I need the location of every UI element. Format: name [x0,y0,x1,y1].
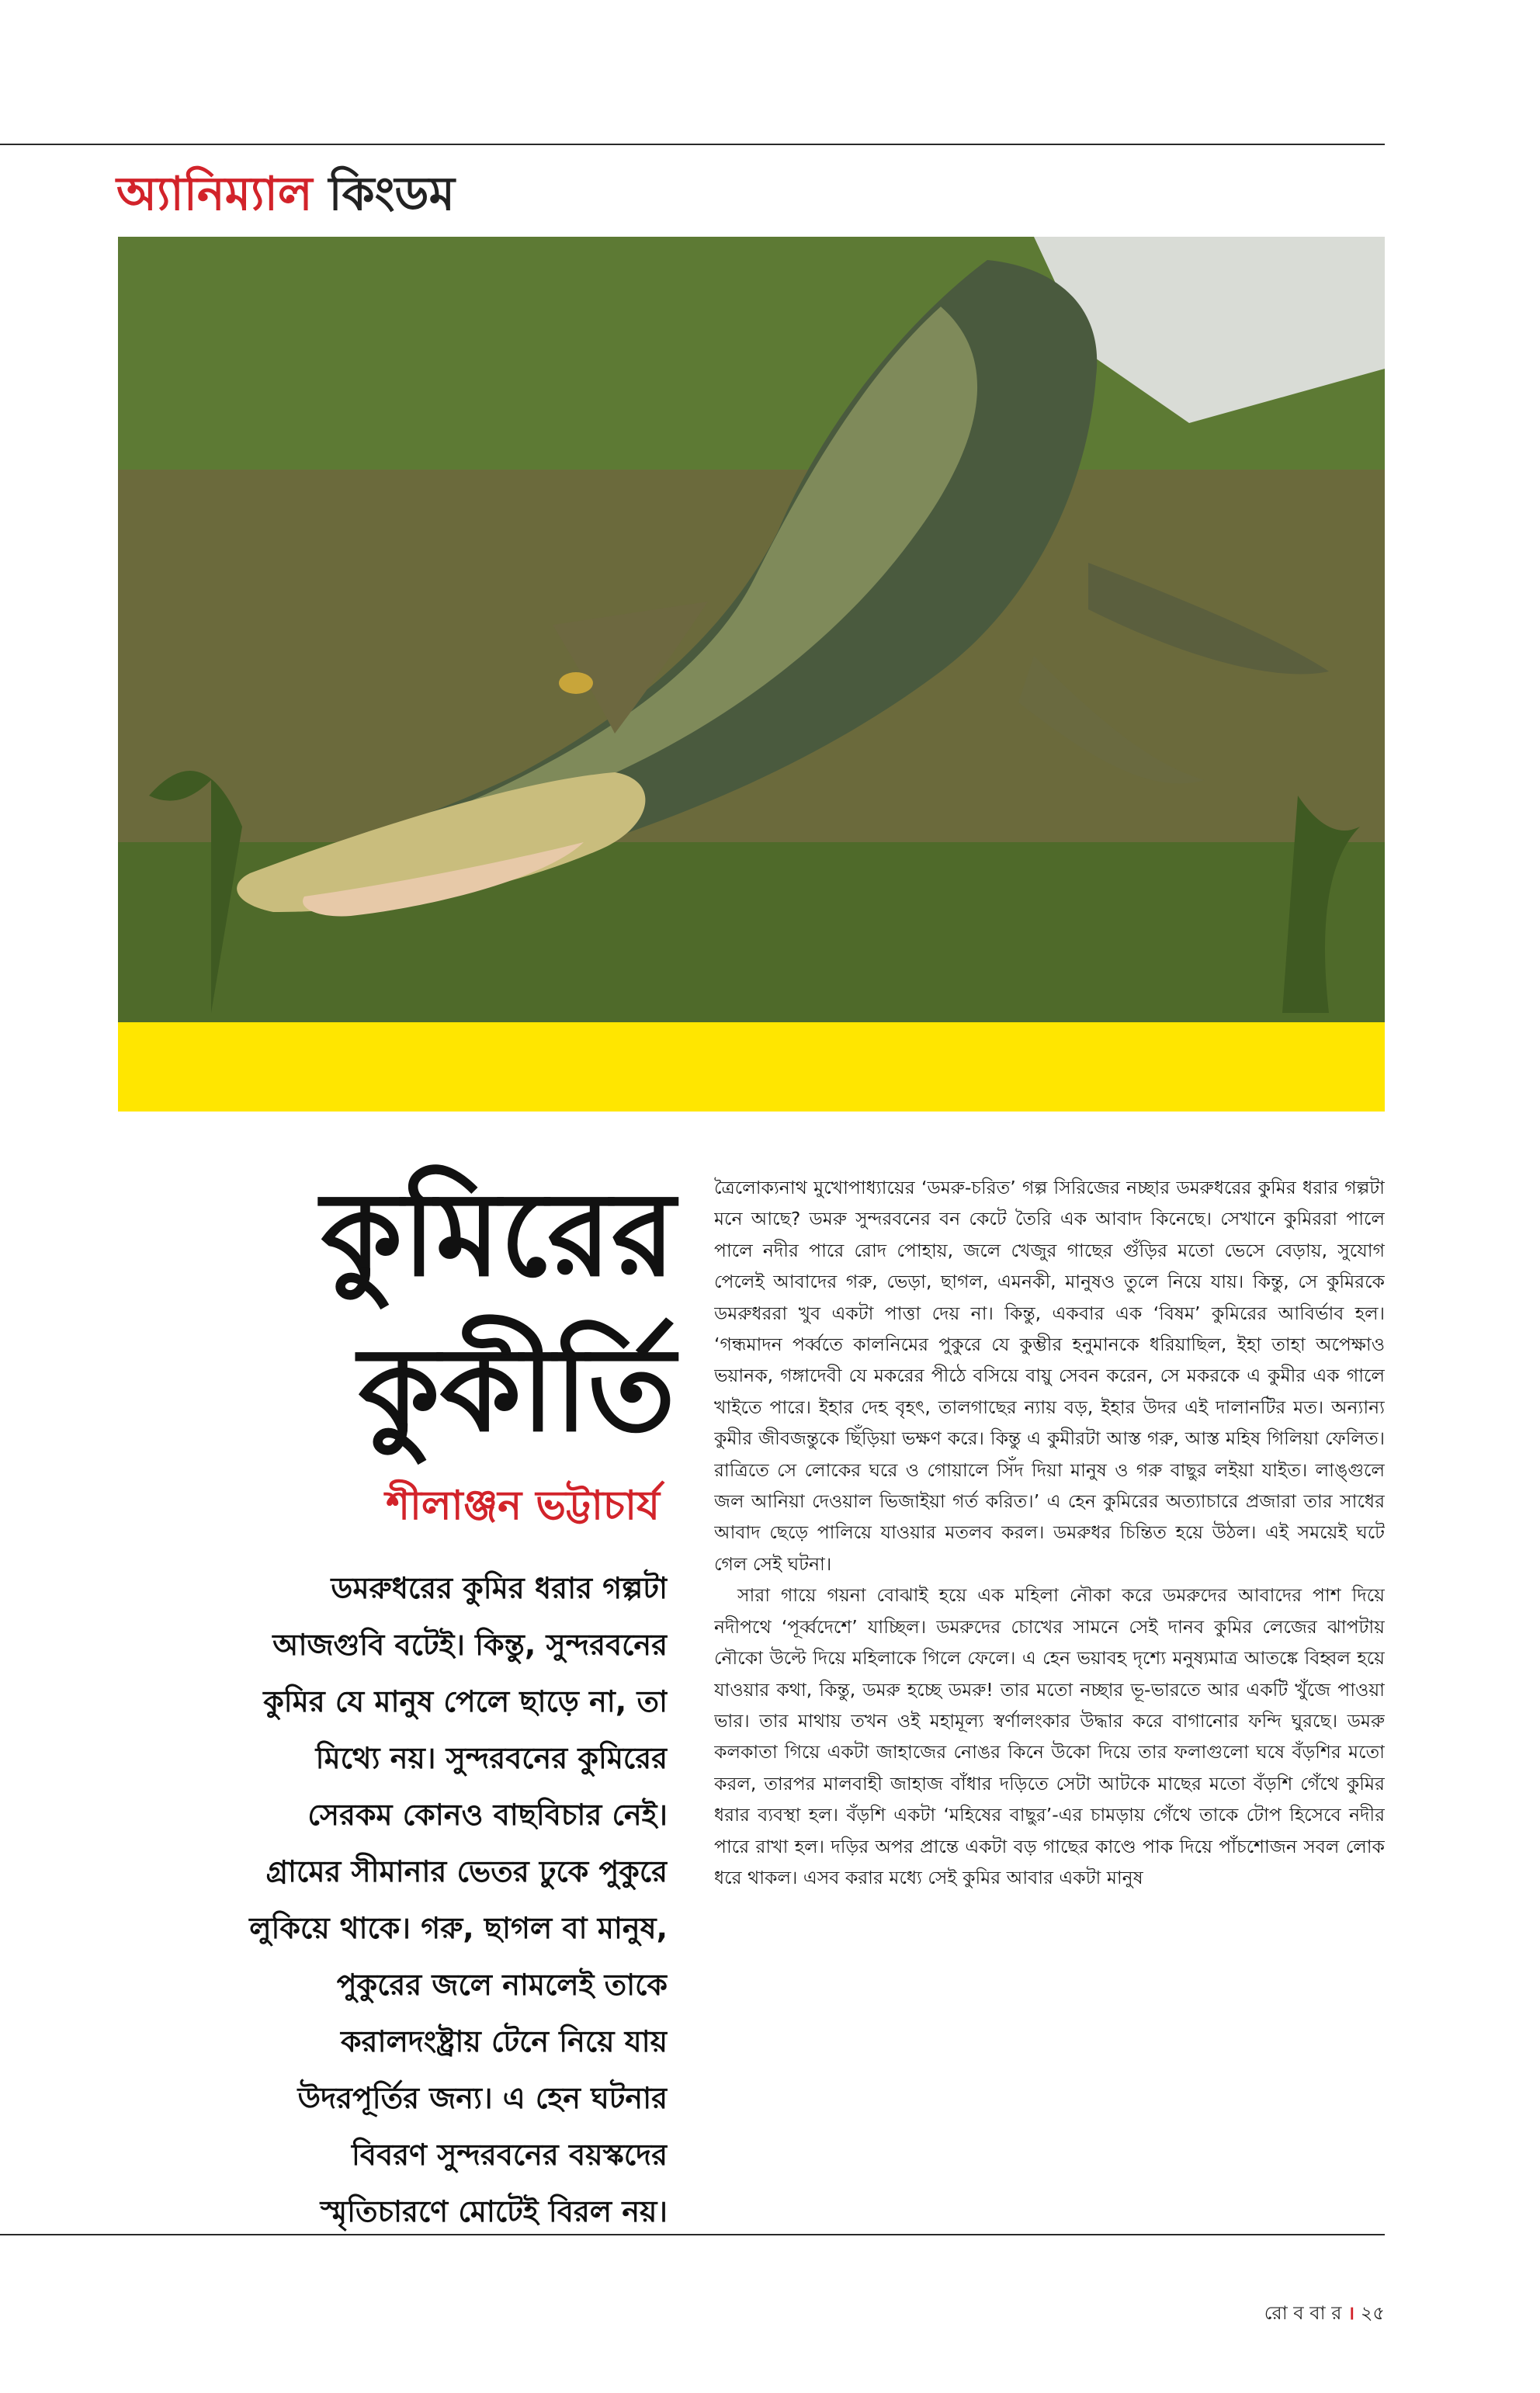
intro-line: সেরকম কোনও বাছবিচার নেই। [307,1798,668,1832]
intro-line: ডমরুধরের কুমির ধরার গল্পটা [331,1571,668,1605]
intro-standfirst [124,1560,668,2240]
intro-line: গ্রামের সীমানার ভেতর ঢুকে পুকুরে [265,1854,668,1888]
intro-line: আজগুবি বটেই। কিন্তু, সুন্দরবনের [272,1628,668,1662]
author-byline: শীলাঞ্জন ভট্টাচার্য [386,1482,660,1529]
intro-line: উদরপূর্তির জন্য। এ হেন ঘটনার [297,2081,668,2115]
intro-line: বিবরণ সুন্দরবনের বয়স্কদের [351,2138,668,2172]
title-line-2: কুকীর্তি [358,1321,675,1458]
body-paragraph-1: ত্রৈলোক্যনাথ মুখোপাধ্যায়ের ‘ডমরু-চরিত’ গল্প সিরিজের নচ্ছার ডমরুধরের কুমির ধরার গল্পটা মনে আছে? ডমরু সুন্দরবনের বন কেটে তৈরি এক আবাদ কিনেছে। সেখানে কুমিররা পালে পালে নদীর পারে রোদ পোহায়, জলে খেজুর গাছের গুঁড়ির মতো ভেসে বেড়ায়, সুযোগ পেলেই আবাদের গরু, ভেড়া, ছাগল, এমনকী, মানুষও তুলে নিয়ে যায়। কিন্তু, সে কুমিরকে ডমরুধররা খুব একটা পাত্তা দেয় না। কিন্তু, একবার এক ‘বিষম’ কুমিরের আবির্ভাব হল। ‘গন্ধমাদন পর্ব্বতে কালনিমের পুকুরে যে কুম্ভীর হনুমানকে ধরিয়াছিল, ইহা তাহা অপেক্ষাও ভয়ানক, গঙ্গাদেবী যে মকরের পীঠে বসিয়ে বায়ু সেবন করেন, সে মকরকে এ কুমীর এক গালে খাইতে পারে। ইহার দেহ বৃহৎ, তালগাছের ন্যায় বড়, ইহার উদর এই দালানটির মত। অন্যান্য কুমীর জীবজন্তুকে ছিঁড়িয়া ভক্ষণ করে। কিন্তু এ কুমীরটা আস্ত গরু, আস্ত মহিষ গিলিয়া ফেলিত। রাত্রিতে সে লোকের ঘরে ও গোয়ালে সিঁদ দিয়া মানুষ ও গরু বাছুর লইয়া যাইত। লাঙ্গুলে জল আনিয়া দেওয়াল ভিজাইয়া গর্ত করিত।’ এ হেন কুমিরের অত্যাচারে প্রজারা তার সাধের আবাদ ছেড়ে পালিয়ে যাওয়ার মতলব করল। ডমরুধর চিন্তিত হয়ে উঠল। এই সময়েই ঘটে গেল সেই ঘটনা। [714,1177,1385,1575]
intro-line: লুকিয়ে থাকে। গরু, ছাগল বা মানুষ, [249,1911,668,1945]
section-header [116,159,455,229]
page-number: ২৫ [1360,2302,1385,2324]
page-folio [1234,2298,1385,2329]
yellow-band [118,1022,1385,1112]
publication-name: রো ব বা র [1264,2302,1342,2324]
section-label-red: অ্যানিম্যাল [116,167,313,221]
intro-line: স্মৃতিচারণে মোটেই বিরল নয়। [320,2194,668,2228]
intro-line: করালদংষ্ট্রায় টেনে নিয়ে যায় [340,2024,668,2058]
crocodile-photo [118,237,1385,1022]
article-body [714,1172,1385,2181]
body-paragraph-2: সারা গায়ে গয়না বোঝাই হয়ে এক মহিলা নৌকা করে ডমরুদের আবাদের পাশ দিয়ে নদীপথে ‘পূর্ব্বদেশে’ যাচ্ছিল। ডমরুদের চোখের সামনে সেই দানব কুমির লেজের ঝাপটায় নৌকো উল্টে দিয়ে মহিলাকে গিলে ফেলে। এ হেন ভয়াবহ দৃশ্যে মনুষ্যমাত্র আতঙ্কে বিহ্বল হয়ে যাওয়ার কথা, কিন্তু, ডমরু হচ্ছে ডমরু! তার মতো নচ্ছার ভূ-ভারতে আর একটি খুঁজে পাওয়া ভার। তার মাথায় তখন ওই মহামূল্য স্বর্ণালংকার উদ্ধার করে বাগানোর ফন্দি ঘুরছে। ডমরু কলকাতা গিয়ে একটা জাহাজের নোঙর কিনে উকো দিয়ে তার ফলাগুলো ঘষে বঁড়শির মতো করল, তারপর মালবাহী জাহাজ বাঁধার দড়িতে সেটা আটকে মাছের মতো বঁড়শি গেঁথে কুমির ধরার ব্যবস্থা হল। বঁড়শি একটা ‘মহিষের বাছুর’-এর চামড়ায় গেঁথে তাকে টোপ হিসেবে নদীর পারে রাখা হল। দড়ির অপর প্রান্তে একটা বড় গাছের কাণ্ডে পাক দিয়ে পাঁচশোজন সবল লোক ধরে থাকল। এসব করার মধ্যে সেই কুমির আবার একটা মানুষ [714,1584,1385,1888]
folio-separator: । [1348,2302,1355,2324]
intro-line: কুমির যে মানুষ পেলে ছাড়ে না, তা [263,1684,668,1718]
section-label-dark: কিংডম [328,167,455,221]
top-rule [0,144,1385,145]
intro-line: পুকুরের জলে নামলেই তাকে [336,1968,668,2002]
article-title [186,1157,675,1467]
bottom-rule [0,2234,1385,2235]
title-line-1: কুমিরের [321,1166,675,1302]
intro-line: মিথ্যে নয়। সুন্দরবনের কুমিরের [315,1741,668,1775]
